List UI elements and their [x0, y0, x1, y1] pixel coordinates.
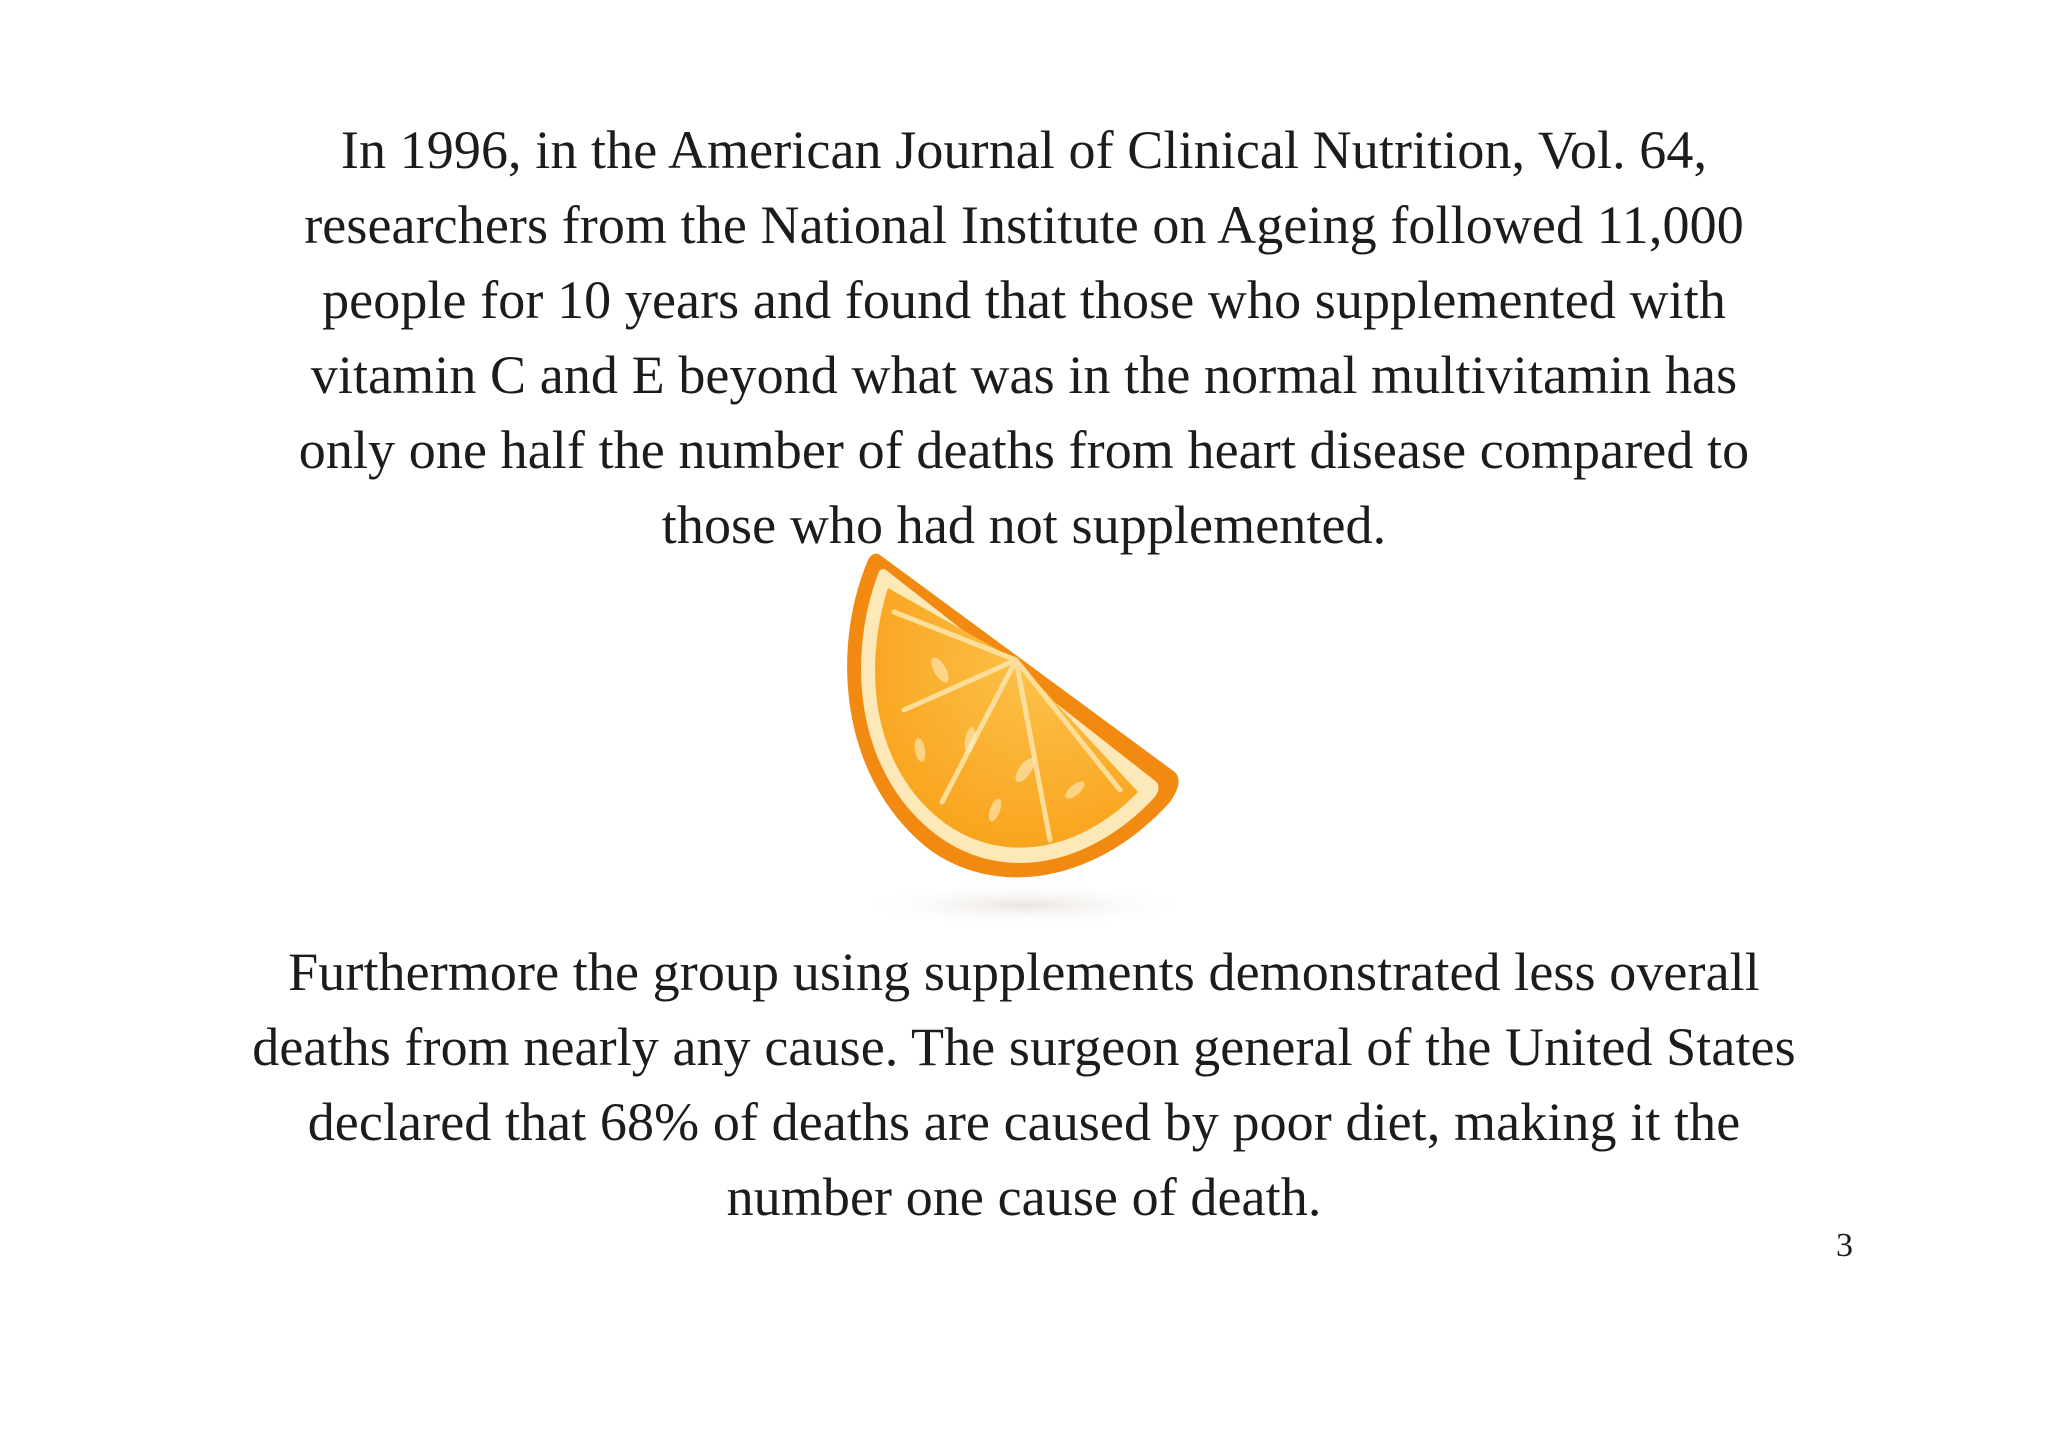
text-line: In 1996, in the American Journal of Clinical Nutrition, Vol. 64,: [340, 120, 1708, 180]
text-line: deaths from nearly any cause. The surgeon general of the United States: [252, 1017, 1796, 1077]
paragraph-study-findings: [0, 113, 2048, 563]
text-line: declared that 68% of deaths are caused by poor diet, making it the: [307, 1092, 1741, 1152]
text-line: number one cause of death.: [726, 1167, 1322, 1227]
text-line: Furthermore the group using supplements demonstrated less overall: [288, 942, 1760, 1002]
text-line: vitamin C and E beyond what was in the normal multivitamin has: [310, 345, 1738, 405]
paragraph-diet-deaths: [0, 935, 2048, 1235]
text-line: only one half the number of deaths from heart disease compared to: [298, 420, 1750, 480]
text-line: those who had not supplemented.: [661, 495, 1387, 555]
page-number: 3: [1836, 1227, 1853, 1264]
orange-slice-icon: [820, 540, 1240, 940]
text-line: researchers from the National Institute on Ageing followed 11,000: [304, 195, 1744, 255]
text-line: people for 10 years and found that those who supplemented with: [322, 270, 1726, 330]
